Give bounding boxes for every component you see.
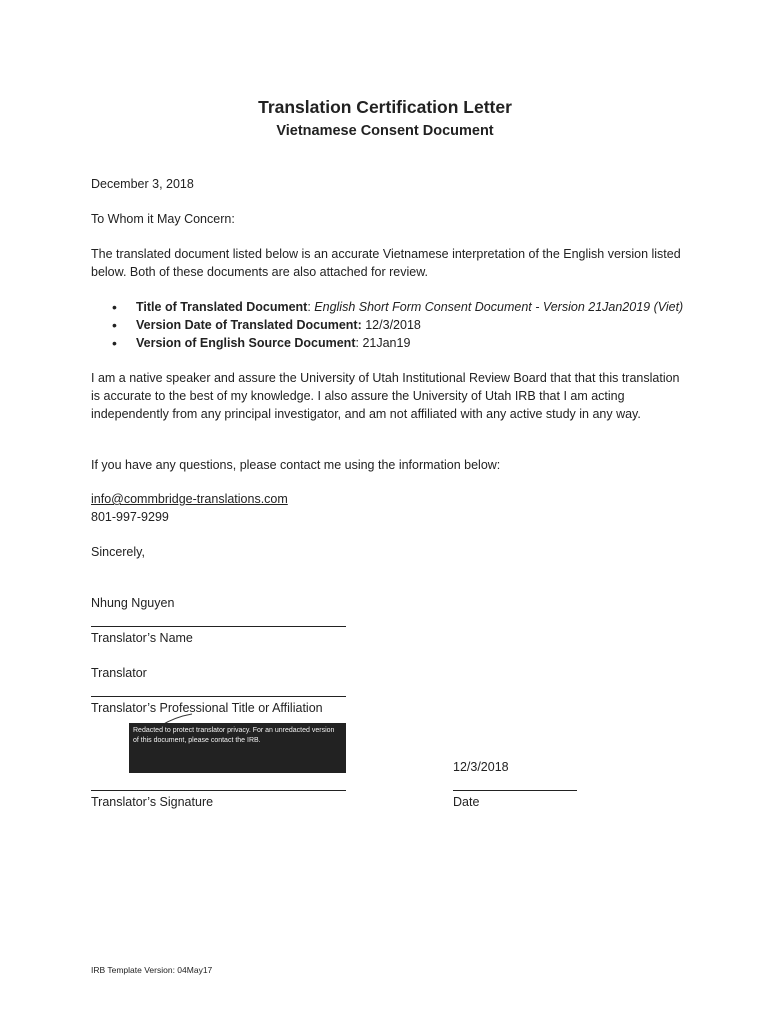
name-signature-line	[91, 626, 346, 627]
document-details-list	[91, 298, 770, 352]
detail-value: English Short Form Consent Document - Version 21Jan2019 (Viet)	[314, 300, 684, 314]
intro-paragraph: The translated document listed below is an accurate Vietnamese interpretation of the English version listed below. Both of these documents are also attached for review.	[91, 247, 681, 279]
page-title: Translation Certification Letter	[258, 97, 512, 117]
detail-separator: :	[355, 336, 363, 350]
date-line	[453, 790, 577, 791]
detail-value: 21Jan19	[362, 336, 411, 350]
phone-number: 801-997-9299	[91, 510, 169, 524]
salutation: To Whom it May Concern:	[91, 212, 235, 226]
signature-line	[91, 790, 346, 791]
redaction-box	[129, 723, 346, 773]
detail-label: Version of English Source Document	[136, 336, 356, 350]
contact-block	[91, 490, 288, 526]
detail-value: 12/3/2018	[365, 318, 421, 332]
closing: Sincerely,	[91, 545, 145, 559]
date-label: Date	[453, 795, 480, 809]
translator-name-value: Nhung Nguyen	[91, 596, 175, 610]
title-signature-line	[91, 696, 346, 697]
detail-translated-version-date	[136, 316, 770, 334]
detail-source-version	[136, 334, 770, 352]
translator-title-label: Translator’s Professional Title or Affiliation	[91, 701, 323, 715]
translator-signature-label: Translator’s Signature	[91, 795, 214, 809]
contact-prompt: If you have any questions, please contact me using the information below:	[91, 458, 501, 472]
letter-date: December 3, 2018	[91, 177, 194, 191]
assurance-paragraph: I am a native speaker and assure the University of Utah Institutional Review Board that that this translation is accurate to the best of my knowledge. I also assure the University of Utah IRB that I am acting independently from any principal investigator, and am not affiliated with any active study in any way.	[91, 371, 680, 421]
page-subtitle: Vietnamese Consent Document	[276, 123, 494, 139]
redaction-note: Redacted to protect translator privacy. For an unredacted version of this document, please contact the IRB.	[133, 727, 335, 744]
signature-date-value: 12/3/2018	[453, 760, 509, 774]
detail-translated-title	[136, 298, 770, 316]
detail-separator: :	[307, 300, 315, 314]
detail-label: Title of Translated Document	[136, 300, 308, 314]
translator-title-value: Translator	[91, 666, 147, 680]
email-link[interactable]: info@commbridge-translations.com	[91, 492, 288, 506]
detail-label: Version Date of Translated Document:	[136, 318, 362, 332]
template-version-footer: IRB Template Version: 04May17	[91, 965, 213, 975]
translator-name-label: Translator’s Name	[91, 631, 193, 645]
